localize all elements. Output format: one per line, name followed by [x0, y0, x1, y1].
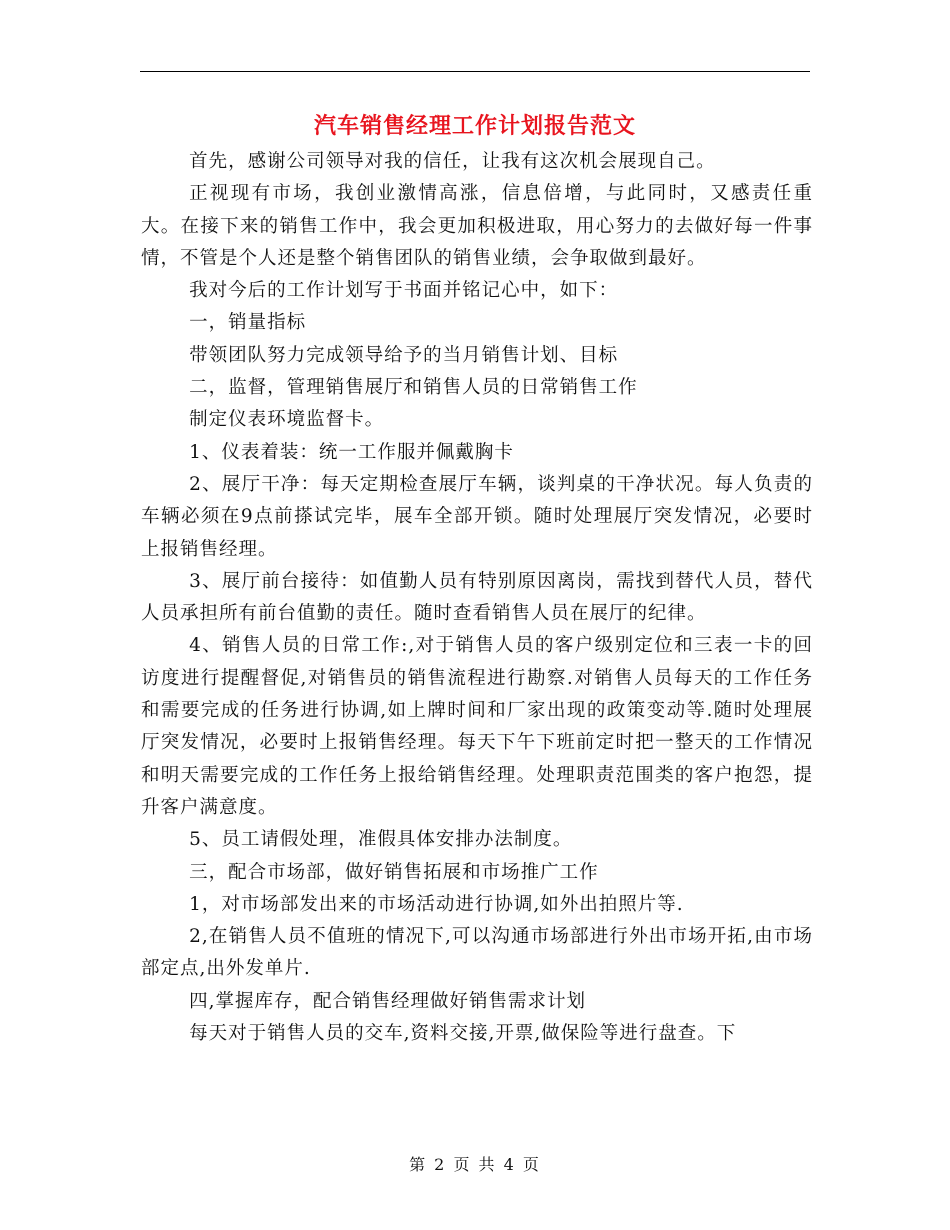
section-heading: 三，配合市场部，做好销售拓展和市场推广工作 [189, 861, 599, 883]
section-heading: 一，销量指标 [189, 312, 307, 334]
paragraph: 正视现有市场，我创业激情高涨，信息倍增，与此同时，又感责任重大。在接下来的销售工作中，我会更加积极进取，用心努力的去做好每一件事情，不管是个人还是整个销售团队的销售业绩，会争取做到最好。 [141, 183, 813, 269]
list-item: 2、展厅干净：每天定期检查展厅车辆，谈判桌的干净状况。每人负责的车辆必须在9点前搽试完毕，展车全部开锁。随时处理展厅突发情况，必要时上报销售经理。 [141, 473, 813, 560]
list-item: 1，对市场部发出来的市场活动进行协调,如外出拍照片等. [189, 893, 684, 915]
list-item: 3、展厅前台接待：如值勤人员有特别原因离岗，需找到替代人员，替代人员承担所有前台值勤的责任。随时查看销售人员在展厅的纪律。 [141, 570, 813, 625]
page-number: 第 2 页 共 4 页 [409, 1155, 541, 1174]
section-heading: 四,掌握库存，配合销售经理做好销售需求计划 [189, 990, 586, 1012]
list-item: 2,在销售人员不值班的情况下,可以沟通市场部进行外出市场开拓,由市场部定点,出外发单片. [141, 926, 813, 980]
paragraph: 首先，感谢公司领导对我的信任，让我有这次机会展现自己。 [189, 151, 716, 172]
list-item: 1、仪表着装：统一工作服并佩戴胸卡 [189, 441, 514, 463]
document-title: 汽车销售经理工作计划报告范文 [313, 113, 636, 139]
list-item: 5、员工请假处理，准假具体安排办法制度。 [189, 829, 573, 851]
paragraph: 我对今后的工作计划写于书面并铭记心中，如下： [189, 280, 619, 302]
paragraph: 带领团队努力完成领导给予的当月销售计划、目标 [189, 344, 619, 366]
paragraph: 制定仪表环境监督卡。 [189, 409, 385, 431]
list-item: 4、销售人员的日常工作:,对于销售人员的客户级别定位和三表一卡的回访度进行提醒督促,对销售员的销售流程进行勘察.对销售人员每天的工作任务和需要完成的任务进行协调,如上牌时间和厂家出现的政策变动等.随时处理展厅突发情况，必要时上报销售经理。每天下午下班前定时把一整天的工作情况和明天需要完成的工作任务上报给销售经理。处理职责范围类的客户抱怨，提升客户满意度。 [141, 635, 813, 818]
document-body [141, 146, 813, 1050]
section-heading: 二，监督，管理销售展厅和销售人员的日常销售工作 [189, 377, 638, 399]
paragraph: 每天对于销售人员的交车,资料交接,开票,做保险等进行盘查。下 [189, 1023, 737, 1045]
header-rule [140, 71, 810, 72]
